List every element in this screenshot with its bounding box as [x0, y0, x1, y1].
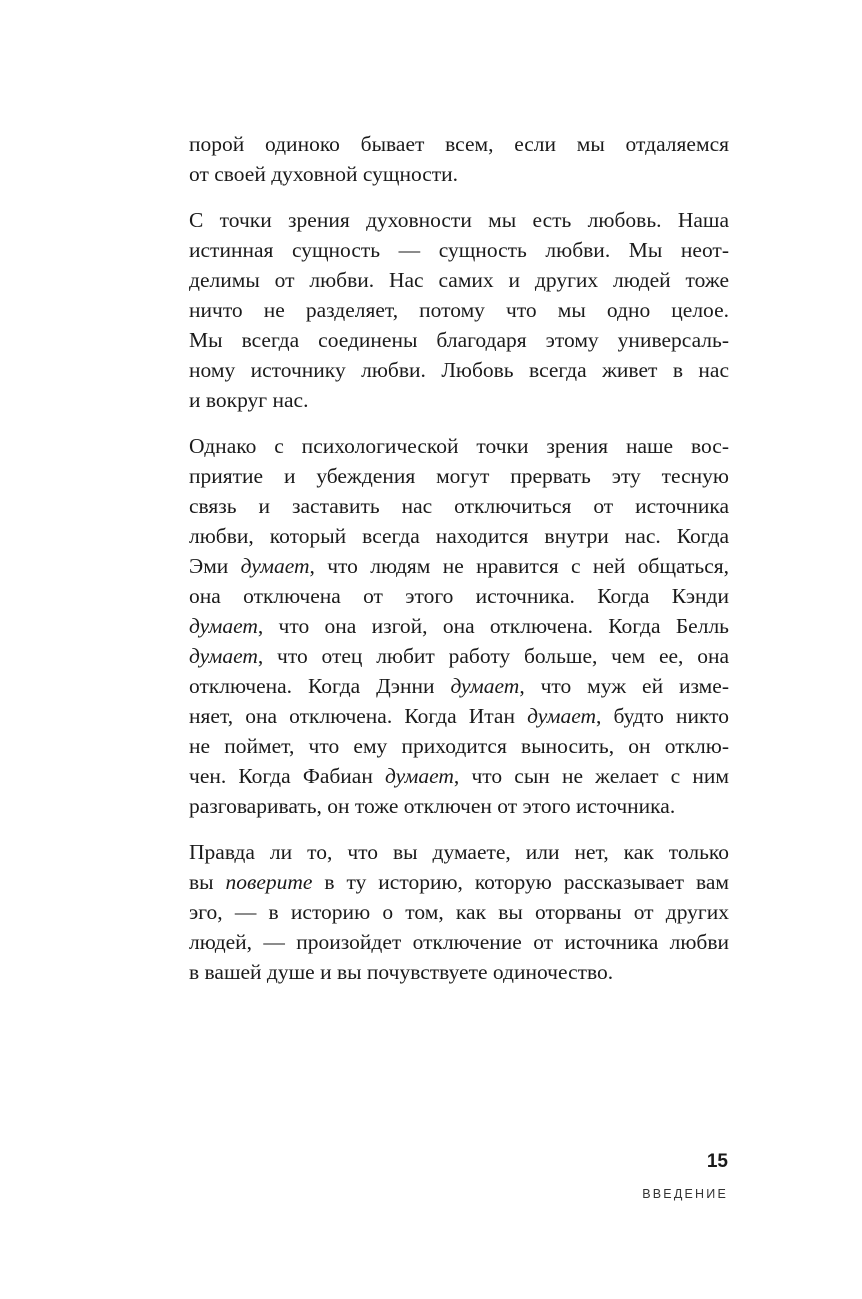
text-line: приятие и убеждения могут прервать эту тесную	[189, 464, 729, 488]
emphasis: думает	[385, 764, 454, 788]
text-line: и вокруг нас.	[189, 388, 309, 412]
text-line: в вашей душе и вы почувствуете одиночество.	[189, 960, 614, 984]
text-line: думает, что она изгой, она отключена. Когда Белль	[189, 614, 729, 638]
paragraph	[189, 129, 729, 189]
text-line: любви, который всегда находится внутри нас. Когда	[189, 524, 729, 548]
text-line: делимы от любви. Нас самих и других людей тоже	[189, 268, 729, 292]
text-line: думает, что отец любит работу больше, чем ее, она	[189, 644, 729, 668]
paragraph	[189, 205, 729, 415]
text-line: людей, — произойдет отключение от источника любви	[189, 930, 729, 954]
text-line: С точки зрения духовности мы есть любовь. Наша	[189, 208, 729, 232]
text-line: Эми думает, что людям не нравится с ней общаться,	[189, 554, 729, 578]
text-line: няет, она отключена. Когда Итан думает, будто никто	[189, 704, 729, 728]
text-line: чен. Когда Фабиан думает, что сын не желает с ним	[189, 764, 729, 788]
text-line: ному источнику любви. Любовь всегда живет в нас	[189, 358, 729, 382]
text-line: Однако с психологической точки зрения наше вос-	[189, 434, 729, 458]
emphasis: думает	[240, 554, 310, 578]
text-line: порой одиноко бывает всем, если мы отдаляемся	[189, 132, 729, 156]
emphasis: поверите	[225, 870, 313, 894]
text-line: она отключена от этого источника. Когда Кэнди	[189, 584, 729, 608]
text-line: вы поверите в ту историю, которую рассказывает вам	[189, 870, 729, 894]
emphasis: думает	[527, 704, 596, 728]
text-line: Мы всегда соединены благодаря этому универсаль-	[189, 328, 729, 352]
emphasis: думает	[450, 674, 520, 698]
text-line: связь и заставить нас отключиться от источника	[189, 494, 729, 518]
text-line: Правда ли то, что вы думаете, или нет, как только	[189, 840, 729, 864]
page-number: 15	[706, 1151, 728, 1172]
body-text	[189, 129, 729, 1003]
text-line: истинная сущность — сущность любви. Мы неот-	[189, 238, 729, 262]
text-line: от своей духовной сущности.	[189, 162, 459, 186]
text-line: эго, — в историю о том, как вы оторваны от других	[189, 900, 729, 924]
text-line: разговаривать, он тоже отключен от этого источника.	[189, 794, 676, 818]
text-line: ничто не разделяет, потому что мы одно целое.	[189, 298, 729, 322]
emphasis: думает	[189, 644, 258, 668]
text-line: не поймет, что ему приходится выносить, он отклю-	[189, 734, 729, 758]
paragraph	[189, 431, 729, 821]
text-line: отключена. Когда Дэнни думает, что муж ей изме-	[189, 674, 729, 698]
running-head: ВВЕДЕНИЕ	[642, 1187, 728, 1201]
emphasis: думает	[189, 614, 258, 638]
paragraph	[189, 837, 729, 987]
